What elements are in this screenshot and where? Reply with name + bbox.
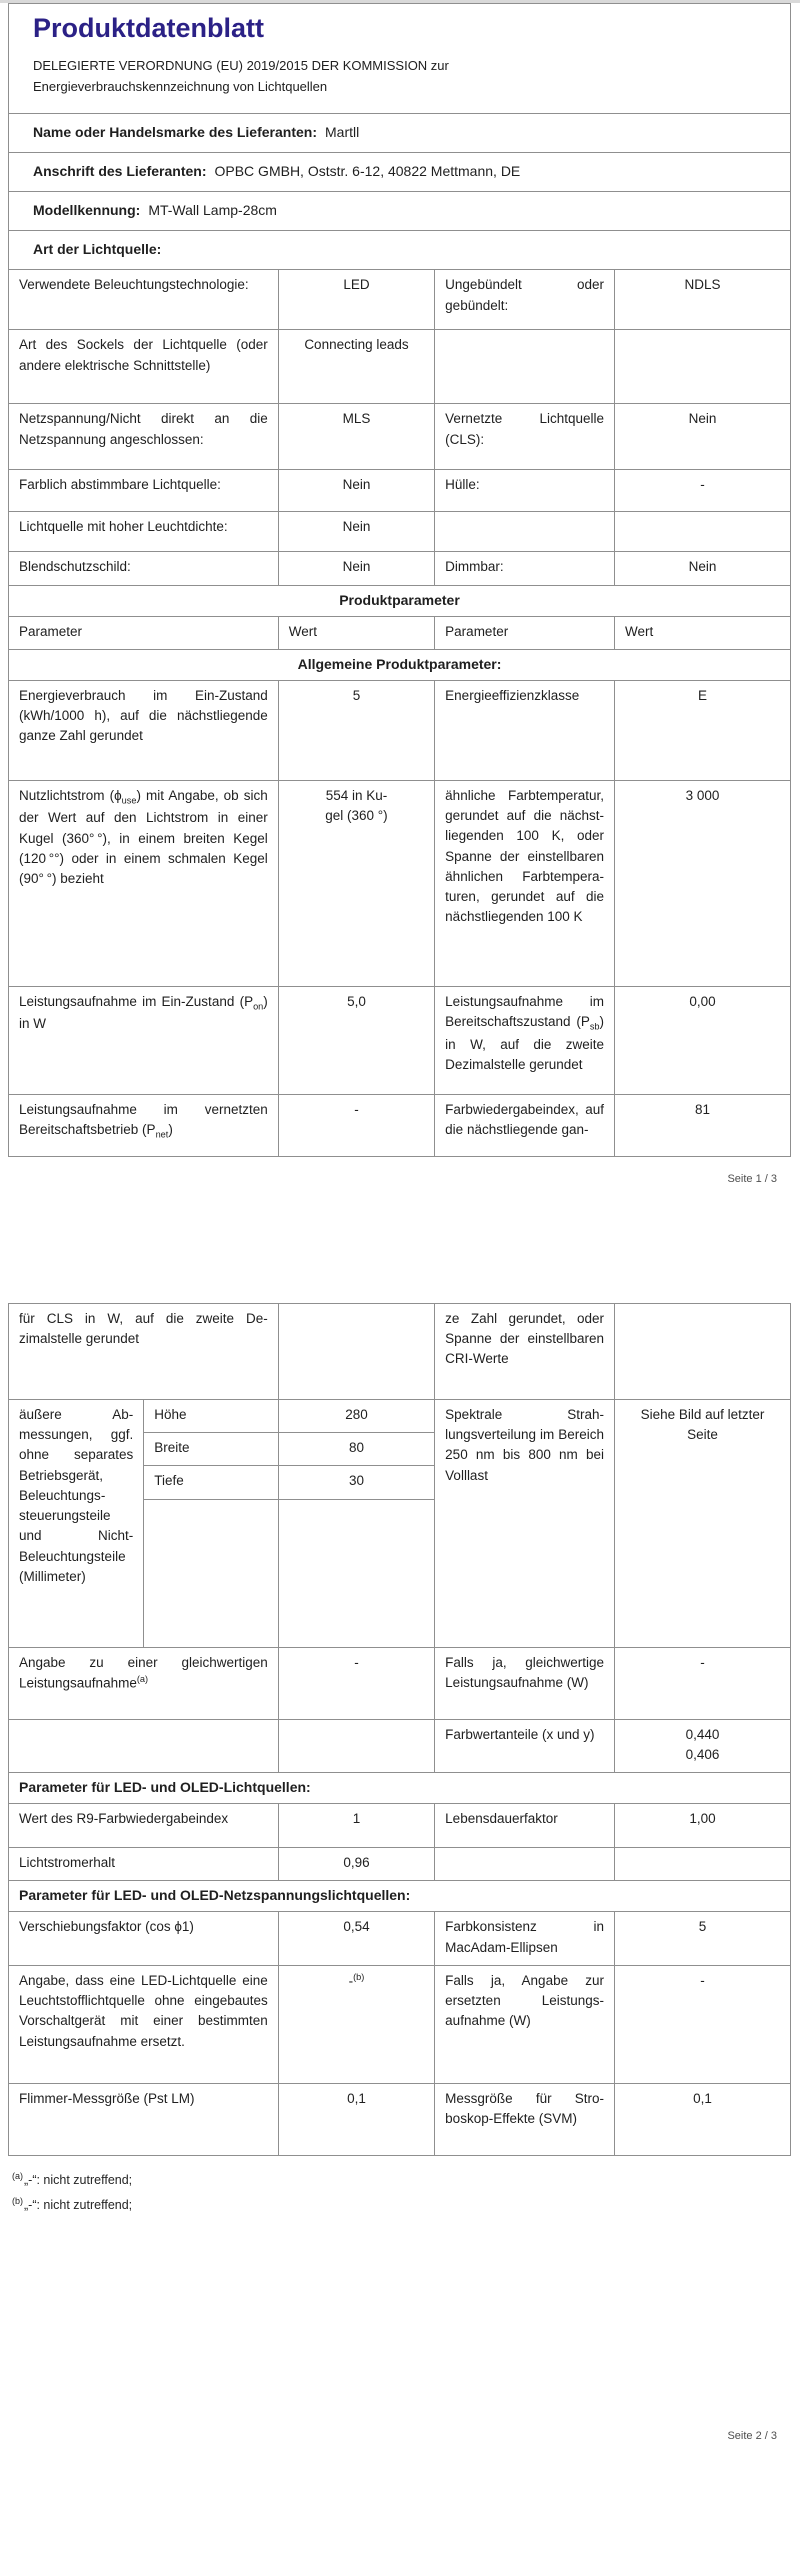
supplier-address-value: OPBC GMBH, Oststr. 6-12, 40822 Mettmann, DE [214, 163, 521, 180]
value-cell: Nein [278, 470, 434, 512]
param-cell: Dimmbar: [435, 552, 615, 585]
value-cell: 554 in Ku- gel (360 °) [278, 780, 434, 986]
regulation-subtitle [33, 56, 766, 98]
title-row [9, 4, 791, 114]
param-cell: für CLS in W, auf die zweite Dezimalstelle gerundet [9, 1303, 279, 1399]
value-cell: - [615, 470, 791, 512]
value-cell [278, 1303, 434, 1399]
table-row [9, 1647, 791, 1719]
footnotes [8, 2156, 791, 2218]
mains-section-header: Parameter für LED- und OLED-Netzspannungslichtquellen: [9, 1881, 791, 1912]
value-cell: 81 [615, 1094, 791, 1156]
value-cell: Nein [278, 512, 434, 552]
param-cell: Blendschutzschild: [9, 552, 279, 585]
model-row [9, 192, 791, 231]
param-cell: Lichtquelle mit hoher Leuchtdichte: [9, 512, 279, 552]
value-cell: 1 [278, 1804, 434, 1848]
param-cell: Spektrale Strahlungsverteilung im Bereich 250 nm bis 800 nm bei Volllast [435, 1399, 615, 1647]
value-cell: 5 [615, 1912, 791, 1966]
value-cell: Connecting leads [278, 330, 434, 404]
column-header: Wert [278, 616, 434, 649]
param-cell: ähnliche Farbtemperatur, gerundet auf die nächstliegenden 100 K, oder Spanne der einstellbaren ähnlichen Farbtemperaturen, gerundet auf die nächstliegenden 100 K [435, 780, 615, 986]
table-row [9, 1804, 791, 1848]
dimension-name-cell: Breite [144, 1433, 279, 1466]
param-cell [435, 1848, 615, 1881]
table-row [9, 986, 791, 1094]
empty-cell [9, 1719, 279, 1773]
page-title: Produktdatenblatt [33, 13, 265, 43]
value-cell: - [615, 1965, 791, 2083]
value-cell [615, 330, 791, 404]
param-cell: Nutzlichtstrom $(\phi_{use})$ mit Angabe, ob sich der Wert auf den Lichtstrom in einer Kugel (360° °), in einem breiten Kegel (120 °°) oder in einem schmalen Kegel (90° °) bezieht [9, 780, 279, 986]
footnote-text: „-“: nicht zutreffend; [24, 2197, 133, 2212]
footnote-a [12, 2168, 789, 2193]
mains-section-header-row [9, 1881, 791, 1912]
param-cell: Falls ja, Angabe zur ersetzten Leistungsaufnahme (W) [435, 1965, 615, 2083]
table-row-cutoff [9, 1094, 791, 1156]
value-cell: 1,00 [615, 1804, 791, 1848]
value-cell: - [615, 1647, 791, 1719]
param-cell: Leistungsaufnahme im Ein-Zustand $(P_{on})$ in W [9, 986, 279, 1094]
supplier-name-label: Name oder Handelsmarke des Lieferanten: [33, 124, 317, 141]
param-cell: Farbwertanteile (x und y) [435, 1719, 615, 1773]
value-cell: 0,1 [615, 2083, 791, 2155]
supplier-address-cell [9, 153, 791, 192]
source-type-header: Art der Lichtquelle: [33, 241, 162, 258]
led-section-header-row [9, 1773, 791, 1804]
footnote-text: „-“: nicht zutreffend; [24, 2173, 133, 2187]
dimension-value-cell: 30 [278, 1466, 434, 1499]
page-number-1: Seite 1 / 3 [727, 1172, 777, 1185]
value-cell: Nein [278, 552, 434, 585]
param-cell: ze Zahl gerundet, oder Spanne der einstellbaren CRI-Werte [435, 1303, 615, 1399]
param-cell: Verwendete Beleuchtungstechnologie: [9, 270, 279, 330]
footnote-marker: (b) [12, 2195, 23, 2206]
page-1 [0, 0, 800, 1185]
allgemein-header-row [9, 649, 791, 680]
param-cell: Vernetzte Lichtquelle (CLS): [435, 404, 615, 470]
table-row [9, 552, 791, 585]
source-type-header-row [9, 231, 791, 270]
value-cell: Nein [615, 404, 791, 470]
param-cell: Leistungsaufnahme im Bereitschaftszustand $(P_{sb})$ in W, auf die zweite Dezimalstelle gerundet [435, 986, 615, 1094]
value-cell: -$^{(b)}$ [278, 1965, 434, 2083]
table-row [9, 1719, 791, 1773]
subtitle-line-2: Energieverbrauchskennzeichnung von Lichtquellen [33, 78, 328, 94]
table-row [9, 2083, 791, 2155]
table-row [9, 1965, 791, 2083]
value-cell: 5,0 [278, 986, 434, 1094]
param-cell: Art des Sockels der Lichtquelle (oder andere elektrische Schnittstelle) [9, 330, 279, 404]
value-cell [615, 1848, 791, 1881]
led-section-header: Parameter für LED- und OLED-Lichtquellen: [9, 1773, 791, 1804]
table-row-continued [9, 1303, 791, 1399]
value-cell: 0,440 0,406 [615, 1719, 791, 1773]
column-header: Wert [615, 616, 791, 649]
page-break [0, 1185, 800, 1303]
param-cell: Farbwiedergabeindex, auf die nächstliegende gan- [435, 1094, 615, 1156]
supplier-address-label: Anschrift des Lieferanten: [33, 163, 207, 180]
produktparameter-header: Produktparameter [9, 585, 791, 616]
param-cell [435, 512, 615, 552]
supplier-name-row [9, 114, 791, 153]
datasheet-table-page1 [8, 3, 791, 1157]
column-header: Parameter [9, 616, 279, 649]
dimension-name-cell: Höhe [144, 1399, 279, 1432]
table-row [9, 470, 791, 512]
value-cell: Siehe Bild auf letzter Seite [615, 1399, 791, 1647]
param-cell: Energieeffizienzklasse [435, 680, 615, 780]
value-cell: 5 [278, 680, 434, 780]
page-2 [0, 1303, 800, 2442]
table-row [9, 512, 791, 552]
param-cell: Farblich abstimmbare Lichtquelle: [9, 470, 279, 512]
value-cell: MLS [278, 404, 434, 470]
empty-cell [144, 1499, 279, 1647]
value-cell: NDLS [615, 270, 791, 330]
param-cell: Lebensdauerfaktor [435, 1804, 615, 1848]
page-number-2: Seite 2 / 3 [727, 2429, 777, 2442]
value-cell: E [615, 680, 791, 780]
model-label: Modellkennung: [33, 202, 141, 219]
param-cell [435, 330, 615, 404]
dimensions-label-cell: äußere Abmessungen, ggf. ohne separates Betriebsgerät, Beleuchtungssteuerungsteile und Nicht-Beleuchtungsteile (Millimeter) [9, 1399, 144, 1647]
param-cell: Verschiebungsfaktor (cos ϕ1) [9, 1912, 279, 1966]
value-cell: 0,00 [615, 986, 791, 1094]
footnote-marker: (a) [12, 2170, 23, 2181]
model-value: MT-Wall Lamp-28cm [148, 202, 277, 219]
dimensions-row [9, 1399, 791, 1432]
subtitle-line-1: DELEGIERTE VERORDNUNG (EU) 2019/2015 DER KOMMISSION zur [33, 57, 449, 73]
column-header: Parameter [435, 616, 615, 649]
source-type-header-cell [9, 231, 791, 270]
param-cell: Wert des R9-Farbwiedergabeindex [9, 1804, 279, 1848]
param-cell: Angabe zu einer gleichwertigen Leistungsaufnahme$^{(a)}$ [9, 1647, 279, 1719]
model-cell [9, 192, 791, 231]
supplier-address-row [9, 153, 791, 192]
param-cell: Lichtstromerhalt [9, 1848, 279, 1881]
empty-cell [278, 1499, 434, 1647]
table-row [9, 270, 791, 330]
table-row [9, 1848, 791, 1881]
dimension-name-cell: Tiefe [144, 1466, 279, 1499]
param-cell: Netzspannung/Nicht direkt an die Netzspannung angeschlossen: [9, 404, 279, 470]
value-cell [615, 512, 791, 552]
value-cell: 0,1 [278, 2083, 434, 2155]
value-cell: - [278, 1647, 434, 1719]
param-cell: Leistungsaufnahme im vernetzten Bereitschaftsbetrieb $(P_{net})$ [9, 1094, 279, 1156]
table-row [9, 1912, 791, 1966]
column-header-row [9, 616, 791, 649]
allgemein-header: Allgemeine Produktparameter: [9, 649, 791, 680]
value-cell: LED [278, 270, 434, 330]
supplier-name-value: Martll [325, 124, 360, 141]
empty-cell [278, 1719, 434, 1773]
value-cell: 0,96 [278, 1848, 434, 1881]
param-cell: Farbkonsistenz in MacAdam-Ellipsen [435, 1912, 615, 1966]
footnote-b [12, 2193, 789, 2218]
table-row [9, 330, 791, 404]
table-row [9, 680, 791, 780]
param-cell: Energieverbrauch im Ein-Zustand (kWh/1000 h), auf die nächstliegende ganze Zahl gerundet [9, 680, 279, 780]
dimension-value-cell: 80 [278, 1433, 434, 1466]
value-cell: Nein [615, 552, 791, 585]
param-cell: Falls ja, gleichwertige Leistungsaufnahme (W) [435, 1647, 615, 1719]
param-cell: Flimmer-Messgröße (Pst LM) [9, 2083, 279, 2155]
dimension-value-cell: 280 [278, 1399, 434, 1432]
value-cell [615, 1303, 791, 1399]
param-cell: Ungebündelt oder gebündelt: [435, 270, 615, 330]
produktparameter-header-row [9, 585, 791, 616]
document-header [9, 4, 791, 114]
value-cell: 0,54 [278, 1912, 434, 1966]
param-cell: Angabe, dass eine LED-Lichtquelle eine Leuchtstofflichtquelle ohne eingebautes Vorschaltgerät mit einer bestimmten Leistungsaufnahme ersetzt. [9, 1965, 279, 2083]
value-cell: - [278, 1094, 434, 1156]
param-cell: Messgröße für Stroboskop-Effekte (SVM) [435, 2083, 615, 2155]
datasheet-table-page2 [8, 1303, 791, 2156]
supplier-name-cell [9, 114, 791, 153]
param-cell: Hülle: [435, 470, 615, 512]
table-row [9, 780, 791, 986]
value-cell: 3 000 [615, 780, 791, 986]
table-row [9, 404, 791, 470]
